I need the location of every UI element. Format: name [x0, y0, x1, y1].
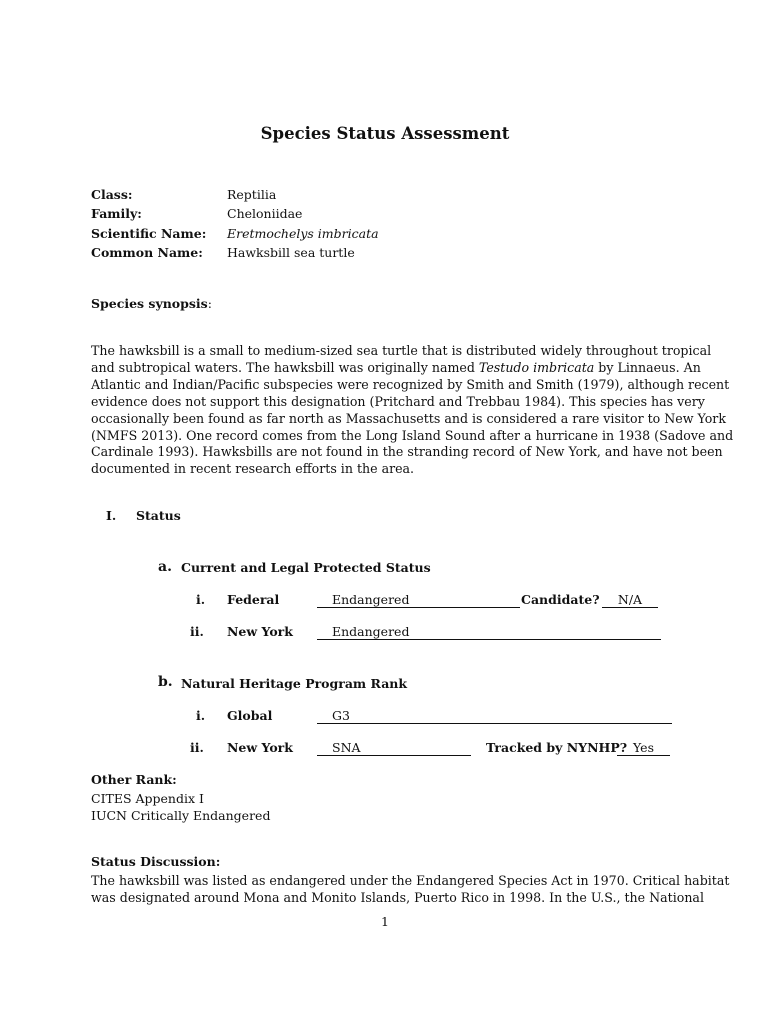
section-numeral: I.	[106, 508, 117, 523]
candidate-value: N/A	[617, 592, 643, 607]
page-number: 1	[381, 914, 389, 929]
ny-rank-field	[317, 740, 471, 756]
synopsis-paragraph	[91, 343, 734, 478]
candidate-field	[602, 592, 658, 608]
synopsis-line: evidence does not support this designation (Pritchard and Trebbau 1984). This species has very	[91, 393, 705, 409]
ny-status-marker: ii.	[190, 624, 204, 639]
federal-marker: i.	[196, 592, 206, 607]
tracked-label: Tracked by NYNHP?	[486, 740, 628, 755]
global-rank-label: Global	[227, 708, 273, 723]
synopsis-line: documented in recent research efforts in the area.	[91, 461, 415, 477]
ny-rank-label: New York	[227, 740, 293, 755]
synopsis-heading: Species synopsis	[91, 296, 208, 311]
subsection-a-heading: Current and Legal Protected Status	[181, 560, 431, 575]
class-label: Class:	[91, 187, 133, 202]
synopsis-line: Atlantic and Indian/Pacific subspecies were recognized by Smith and Smith (1979), although recent	[91, 376, 730, 392]
federal-label: Federal	[227, 592, 280, 607]
subsection-b-marker: b.	[158, 674, 173, 690]
synopsis-line: Cardinale 1993). Hawksbills are not found in the stranding record of New York, and have not been	[91, 444, 723, 460]
subsection-a-marker: a.	[158, 559, 172, 575]
other-rank-line: IUCN Critically Endangered	[91, 808, 271, 823]
global-rank-marker: i.	[196, 708, 206, 723]
synopsis-line	[91, 359, 701, 377]
status-discussion-paragraph	[91, 873, 730, 907]
synopsis-italic-name: Testudo imbricata	[478, 359, 595, 375]
scientific-name-value: Eretmochelys imbricata	[227, 226, 379, 241]
status-heading: Status	[136, 508, 181, 523]
scientific-name-label: Scientific Name:	[91, 226, 207, 241]
other-rank-line: CITES Appendix I	[91, 791, 204, 806]
ny-status-value: Endangered	[332, 624, 410, 639]
common-name-value: Hawksbill sea turtle	[227, 245, 355, 260]
page-title: Species Status Assessment	[260, 124, 510, 143]
global-rank-field	[317, 708, 672, 724]
candidate-label: Candidate?	[521, 592, 600, 607]
synopsis-line: occasionally been found as far north as Massachusetts and is considered a rare visitor to New York	[91, 410, 726, 426]
tracked-field	[617, 740, 670, 756]
ny-rank-value: SNA	[332, 740, 361, 755]
ny-status-field	[317, 624, 661, 640]
common-name-label: Common Name:	[91, 245, 203, 260]
family-value: Cheloniidae	[227, 206, 303, 221]
tracked-value: Yes	[633, 740, 654, 755]
federal-status-field	[317, 592, 520, 608]
synopsis-colon: :	[207, 296, 212, 311]
synopsis-line: The hawksbill is a small to medium-sized sea turtle that is distributed widely throughout tropical	[91, 343, 712, 358]
class-value: Reptilia	[227, 187, 277, 202]
global-rank-value: G3	[332, 708, 350, 723]
discussion-line: The hawksbill was listed as endangered under the Endangered Species Act in 1970. Critical habitat	[91, 873, 730, 888]
other-rank-heading: Other Rank:	[91, 772, 177, 787]
discussion-line: was designated around Mona and Monito Islands, Puerto Rico in 1998. In the U.S., the National	[91, 889, 704, 905]
family-label: Family:	[91, 206, 142, 221]
status-discussion-heading: Status Discussion:	[91, 854, 221, 869]
federal-status-value: Endangered	[332, 592, 410, 607]
synopsis-line-start: and subtropical waters. The hawksbill was originally named	[91, 359, 479, 375]
synopsis-line: (NMFS 2013). One record comes from the Long Island Sound after a hurricane in 1938 (Sadove and	[91, 427, 734, 443]
ny-status-label: New York	[227, 624, 293, 639]
synopsis-heading-row	[91, 296, 212, 311]
subsection-b-heading: Natural Heritage Program Rank	[181, 676, 408, 691]
synopsis-line-end: by Linnaeus. An	[594, 359, 701, 375]
ny-rank-marker: ii.	[190, 740, 204, 755]
